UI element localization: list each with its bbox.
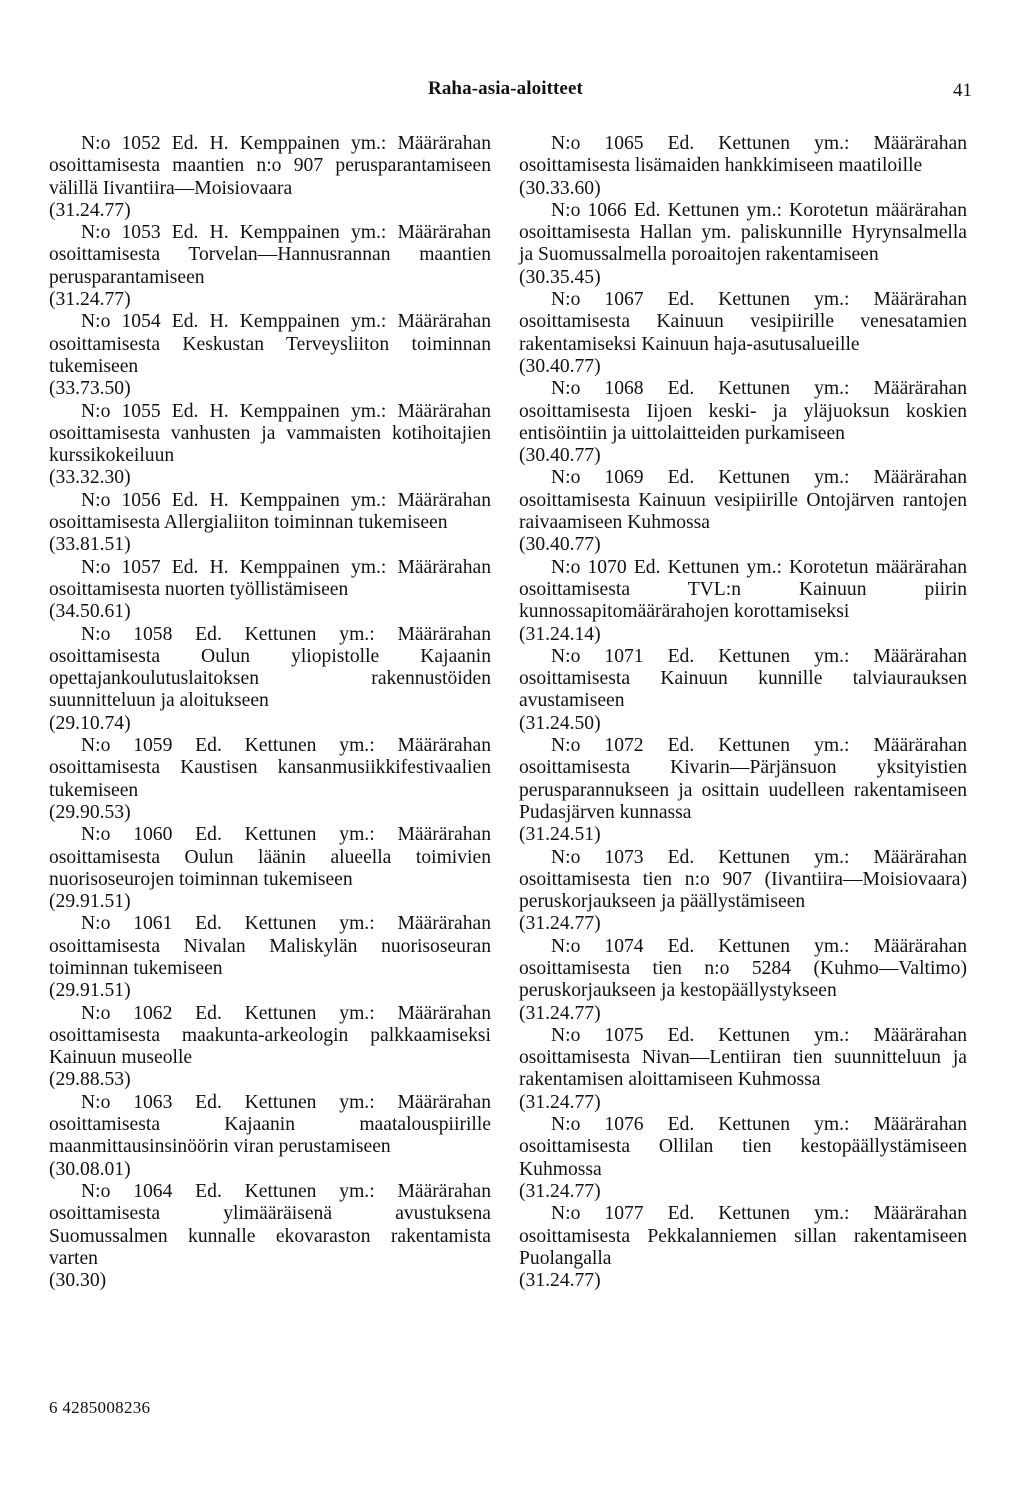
motion-description: N:o 1060 Ed. Kettunen ym.: Määrärahan osoittamisesta Oulun läänin alueella toimivien nuorisoseurojen toiminnan tukemiseen xyxy=(49,824,491,890)
motion-entry xyxy=(519,289,967,378)
motion-entry xyxy=(519,133,967,200)
motion-description: N:o 1072 Ed. Kettunen ym.: Määrärahan osoittamisesta Kivarin—Pärjänsuon yksityistien perusparannukseen ja osittain uudelleen rakentamiseen Pudasjärven kunnassa xyxy=(519,735,967,823)
budget-item-code: (30.30) xyxy=(49,1270,107,1292)
motion-entry xyxy=(49,133,491,222)
motion-description: N:o 1073 Ed. Kettunen ym.: Määrärahan osoittamisesta tien n:o 907 (Iivantiira—Moisiovaara) peruskorjaukseen ja päällystämiseen xyxy=(519,846,967,913)
motion-entry xyxy=(519,1203,967,1292)
motion-entry xyxy=(49,490,491,557)
budget-item-code: (31.24.77) xyxy=(519,1270,601,1292)
motion-entry xyxy=(49,735,491,824)
motion-entry xyxy=(49,401,491,490)
motion-entry xyxy=(49,1003,491,1092)
budget-item-code: (31.24.77) xyxy=(519,913,601,935)
motion-entry xyxy=(519,557,967,646)
motion-description: N:o 1054 Ed. H. Kemppainen ym.: Määrärahan osoittamisesta Keskustan Terveysliiton toiminnan tukemiseen xyxy=(49,311,491,377)
motion-description: N:o 1057 Ed. H. Kemppainen ym.: Määrärahan osoittamisesta nuorten työllistämiseen xyxy=(49,556,491,600)
motion-description: N:o 1066 Ed. Kettunen ym.: Korotetun määrärahan osoittamisesta Hallan ym. paliskunnille Hyrynsalmella ja Suomussalmella poroaitojen rakentamiseen xyxy=(519,199,967,266)
budget-item-code: (30.35.45) xyxy=(519,266,601,288)
motion-description: N:o 1056 Ed. H. Kemppainen ym.: Määrärahan osoittamisesta Allergialiiton toiminnan tukemiseen xyxy=(49,489,491,534)
budget-item-code: (30.33.60) xyxy=(519,177,601,199)
motion-description: N:o 1053 Ed. H. Kemppainen ym.: Määrärahan osoittamisesta Torvelan—Hannusrannan maantien perusparantamiseen xyxy=(49,222,491,288)
budget-item-code: (33.81.51) xyxy=(49,534,131,556)
motion-description: N:o 1061 Ed. Kettunen ym.: Määrärahan osoittamisesta Nivalan Maliskylän nuorisoseuran toiminnan tukemiseen xyxy=(49,913,491,979)
motion-entry xyxy=(49,1092,491,1181)
motion-entry xyxy=(49,824,491,913)
motion-description: N:o 1077 Ed. Kettunen ym.: Määrärahan osoittamisesta Pekkalanniemen sillan rakentamiseen Puolangalla xyxy=(519,1203,967,1269)
motion-description: N:o 1070 Ed. Kettunen ym.: Korotetun määrärahan osoittamisesta TVL:n Kainuun piirin kunnossapitomäärärahojen korottamiseksi xyxy=(519,556,967,623)
budget-item-code: (30.40.77) xyxy=(519,355,601,377)
budget-item-code: (31.24.77) xyxy=(519,1002,601,1024)
motion-description: N:o 1065 Ed. Kettunen ym.: Määrärahan osoittamisesta lisämaiden hankkimiseen maatiloille xyxy=(519,133,967,177)
motion-entry xyxy=(519,936,967,1025)
motion-entry xyxy=(49,624,491,735)
budget-item-code: (31.24.77) xyxy=(49,289,131,311)
motion-description: N:o 1075 Ed. Kettunen ym.: Määrärahan osoittamisesta Nivan—Lentiiran tien suunnitteluun ja rakentamisen aloittamiseen Kuhmossa xyxy=(519,1024,967,1091)
motion-description: N:o 1071 Ed. Kettunen ym.: Määrärahan osoittamisesta Kainuun kunnille talviaurauksen avustamiseen xyxy=(519,645,967,712)
budget-item-code: (31.24.50) xyxy=(519,712,601,734)
printer-signature: 6 4285008236 xyxy=(49,1398,151,1417)
page-header xyxy=(0,78,1024,108)
motion-description: N:o 1068 Ed. Kettunen ym.: Määrärahan osoittamisesta Iijoen keski- ja yläjuoksun koskien entisöintiin ja uittolaitteiden purkamiseen xyxy=(519,378,967,444)
motion-entry xyxy=(519,200,967,289)
budget-item-code: (30.40.77) xyxy=(519,534,601,556)
motion-entry xyxy=(519,1025,967,1114)
motion-description: N:o 1063 Ed. Kettunen ym.: Määrärahan osoittamisesta Kajaanin maatalouspiirille maanmittausinsinöörin viran perustamiseen xyxy=(49,1091,491,1158)
motion-description: N:o 1055 Ed. H. Kemppainen ym.: Määrärahan osoittamisesta vanhusten ja vammaisten kotihoitajien kurssikokeiluun xyxy=(49,400,491,467)
motion-description: N:o 1052 Ed. H. Kemppainen ym.: Määrärahan osoittamisesta maantien n:o 907 perusparantamiseen välillä Iivantiira—Moisiovaara xyxy=(49,133,491,199)
motion-entry xyxy=(519,1114,967,1203)
budget-item-code: (29.91.51) xyxy=(49,980,131,1002)
budget-item-code: (29.91.51) xyxy=(49,891,131,913)
budget-item-code: (30.40.77) xyxy=(519,445,601,467)
motion-description: N:o 1059 Ed. Kettunen ym.: Määrärahan osoittamisesta Kaustisen kansanmusiikkifestivaalien tukemiseen xyxy=(49,735,491,801)
budget-item-code: (31.24.51) xyxy=(519,824,601,846)
motion-entry xyxy=(49,913,491,1002)
motion-entry xyxy=(49,557,491,624)
motion-entry xyxy=(49,311,491,400)
motion-description: N:o 1069 Ed. Kettunen ym.: Määrärahan osoittamisesta Kainuun vesipiirille Ontojärven rantojen raivaamiseen Kuhmossa xyxy=(519,467,967,534)
motion-entry xyxy=(519,378,967,467)
right-column xyxy=(519,133,967,1292)
motion-entry xyxy=(519,467,967,556)
budget-item-code: (33.32.30) xyxy=(49,467,131,489)
motion-entry xyxy=(519,646,967,735)
motion-description: N:o 1058 Ed. Kettunen ym.: Määrärahan osoittamisesta Oulun yliopistolle Kajaanin opettajankoulutuslaitoksen rakennustöiden suunnitteluun ja aloitukseen xyxy=(49,623,491,712)
budget-item-code: (31.24.77) xyxy=(519,1180,601,1202)
motion-entry xyxy=(519,735,967,846)
budget-item-code: (31.24.77) xyxy=(49,199,131,221)
budget-item-code: (30.08.01) xyxy=(49,1158,131,1180)
budget-item-code: (33.73.50) xyxy=(49,378,131,400)
motion-description: N:o 1064 Ed. Kettunen ym.: Määrärahan osoittamisesta ylimääräisenä avustuksena Suomussalmen kunnalle ekovaraston rakentamista varten xyxy=(49,1180,491,1269)
budget-item-code: (31.24.77) xyxy=(519,1091,601,1113)
budget-item-code: (29.10.74) xyxy=(49,712,131,734)
budget-item-code: (31.24.14) xyxy=(519,623,601,645)
motion-description: N:o 1067 Ed. Kettunen ym.: Määrärahan osoittamisesta Kainuun vesipiirille venesatamien rakentamiseksi Kainuun haja-asutusalueille xyxy=(519,289,967,355)
motion-description: N:o 1076 Ed. Kettunen ym.: Määrärahan osoittamisesta Ollilan tien kestopäällystämiseen Kuhmossa xyxy=(519,1114,967,1180)
budget-item-code: (29.88.53) xyxy=(49,1069,131,1091)
motion-description: N:o 1062 Ed. Kettunen ym.: Määrärahan osoittamisesta maakunta-arkeologin palkkaamiseksi Kainuun museolle xyxy=(49,1002,491,1069)
budget-item-code: (34.50.61) xyxy=(49,601,131,623)
page-number: 41 xyxy=(953,80,972,101)
budget-item-code: (29.90.53) xyxy=(49,801,131,823)
running-title: Raha-asia-aloitteet xyxy=(428,78,583,99)
motion-entry xyxy=(49,222,491,311)
left-column xyxy=(49,133,491,1292)
motion-description: N:o 1074 Ed. Kettunen ym.: Määrärahan osoittamisesta tien n:o 5284 (Kuhmo—Valtimo) peruskorjaukseen ja kestopäällystykseen xyxy=(519,935,967,1002)
motion-entry xyxy=(49,1181,491,1292)
motion-entry xyxy=(519,847,967,936)
